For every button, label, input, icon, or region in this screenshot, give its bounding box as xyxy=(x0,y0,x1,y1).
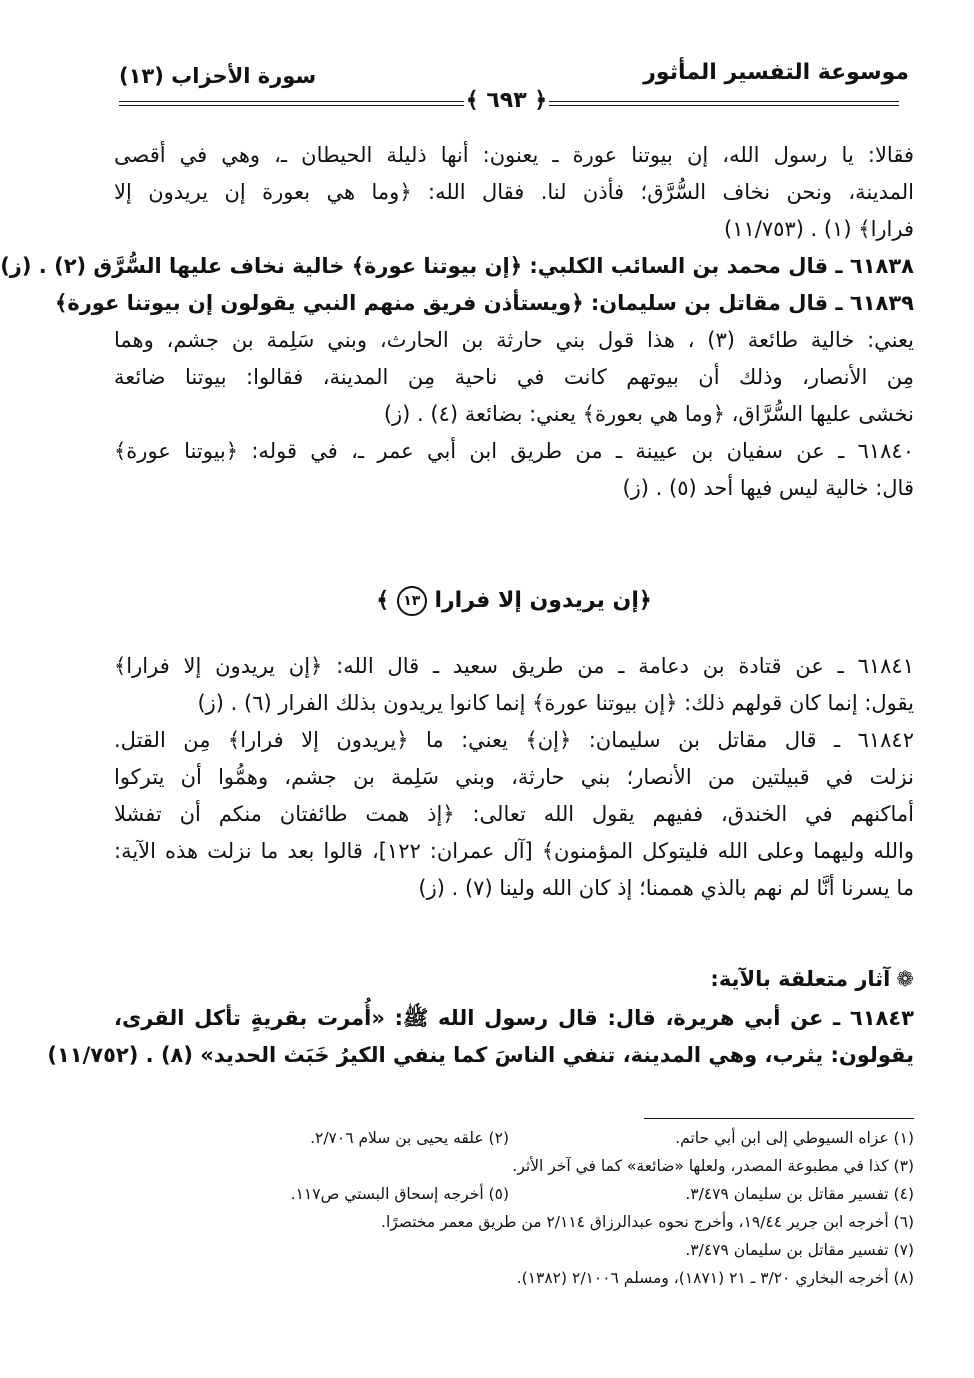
footnote: (٢) علقه يحيى بن سلام ٢/٧٠٦. xyxy=(310,1129,509,1147)
text-line: قال: خالية ليس فيها أحد (٥) . (ز) xyxy=(622,476,914,500)
footnote: (٦) أخرجه ابن جرير ١٩/٤٤، وأخرج نحوه عبدالرزاق ٢/١١٤ من طريق معمر مختصرًا. xyxy=(381,1213,914,1231)
text-line: أماكنهم في الخندق، ففيهم يقول الله تعالى: ﴿إذ همت طائفتان منكم أن تفشلا xyxy=(114,802,914,826)
footnote-rule xyxy=(644,1118,914,1119)
footnote: (١) عزاه السيوطي إلى ابن أبي حاتم. xyxy=(675,1129,914,1147)
body-top xyxy=(0,137,914,507)
footnote-row xyxy=(189,1152,914,1180)
footnote-row xyxy=(189,1208,914,1236)
text-line: يعني: خالية طائعة (٣) ، هذا قول بني حارثة بن الحارث، وبني سَلِمة بن جشم، وهما xyxy=(114,328,914,352)
header-rule xyxy=(119,105,464,106)
text-line: ٦١٨٣٨ ـ قال محمد بن السائب الكلبي: ﴿إن بيوتنا عورة﴾ خالية نخاف عليها السُّرَّق (٢) . (ز) xyxy=(0,254,914,278)
text-line: فقالا: يا رسول الله، إن بيوتنا عورة ـ يعنون: أنها ذليلة الحيطان ـ، وهي في أقصى xyxy=(114,143,914,167)
footnote: (٧) تفسير مقاتل بن سليمان ٣/٤٧٩. xyxy=(685,1241,914,1259)
header-rule xyxy=(549,105,899,106)
text-line: نخشى عليها السُّرَّاق، ﴿وما هي بعورة﴾ يعني: بضائعة (٤) . (ز) xyxy=(383,402,914,426)
text-line: المدينة، ونحن نخاف السُّرَّق؛ فأذن لنا. فقال الله: ﴿وما هي بعورة إن يريدون إلا xyxy=(114,180,914,204)
verse-heading-close: ﴾ xyxy=(376,588,390,613)
verse-heading-text: ﴿إن يريدون إلا فرارا xyxy=(434,588,652,613)
footnote-row xyxy=(189,1124,914,1152)
text-line: مِن الأنصار، وذلك أن بيوتهم كانت في ناحية مِن المدينة، فقالوا: بيوتنا ضائعة xyxy=(114,365,914,389)
header-rule xyxy=(119,101,464,102)
footnote: (٤) تفسير مقاتل بن سليمان ٣/٤٧٩. xyxy=(685,1185,914,1203)
footnote: (٨) أخرجه البخاري ٣/٢٠ ـ ٢١ (١٨٧١)، ومسلم ٢/١٠٠٦ (١٣٨٢). xyxy=(516,1269,914,1287)
text-line: والله وليهما وعلى الله فليتوكل المؤمنون﴾ [آل عمران: ١٢٢]، قالوا بعد ما نزلت هذه الآية: xyxy=(114,839,915,863)
flower-icon: ❁ xyxy=(896,967,914,991)
text-line: ٦١٨٤٠ ـ عن سفيان بن عيينة ـ من طريق ابن أبي عمر ـ، في قوله: ﴿بيوتنا عورة﴾ xyxy=(114,439,914,463)
text-line: ٦١٨٤٣ ـ عن أبي هريرة، قال: قال رسول الله ﷺ: «أُمرت بقريةٍ تأكل القرى، xyxy=(114,1006,914,1030)
verse-heading xyxy=(114,586,914,616)
section-heading xyxy=(114,958,914,1000)
text-line: ٦١٨٤١ ـ عن قتادة بن دعامة ـ من طريق سعيد ـ قال الله: ﴿إن يريدون إلا فرارا﴾ xyxy=(114,654,914,678)
text-line: نزلت في قبيلتين من الأنصار؛ بني حارثة، وبني سَلِمة بن جشم، وهمُّوا أن يتركوا xyxy=(114,765,914,789)
footnotes xyxy=(189,1124,914,1292)
text-line: ما يسرنا أنَّا لم نهم بالذي هممنا؛ إذ كان الله ولينا (٧) . (ز) xyxy=(418,876,914,900)
text-line: ٦١٨٤٢ ـ قال مقاتل بن سليمان: ﴿إن﴾ يعني: ما ﴿يريدون إلا فرارا﴾ مِن القتل. xyxy=(114,728,914,752)
footnote: (٣) كذا في مطبوعة المصدر، ولعلها «ضائعة» كما في آخر الأثر. xyxy=(512,1157,914,1175)
section-heading-text: آثار متعلقة بالآية: xyxy=(710,967,891,991)
body-bottom xyxy=(47,958,914,1074)
footnote: (٥) أخرجه إسحاق البستي ص١١٧. xyxy=(290,1185,509,1203)
footnote-row xyxy=(189,1180,914,1208)
text-line: ٦١٨٣٩ ـ قال مقاتل بن سليمان: ﴿ويستأذن فريق منهم النبي يقولون إن بيوتنا عورة﴾ xyxy=(55,291,914,315)
text-line: يقول: إنما كان قولهم ذلك: ﴿إن بيوتنا عورة﴾ إنما كانوا يريدون بذلك الفرار (٦) . (ز) xyxy=(197,691,914,715)
footnote-row xyxy=(189,1264,914,1292)
footnote-row xyxy=(189,1236,914,1264)
header-rule xyxy=(549,101,899,102)
book-title: موسوعة التفسير المأثور xyxy=(643,60,909,85)
body-mid xyxy=(114,648,914,907)
text-line: يقولون: يثرب، وهي المدينة، تنفي الناسَ كما ينفي الكيرُ خَبَث الحديد» (٨) . (١١/٧٥٢) xyxy=(47,1043,914,1067)
text-line: فرارا﴾ (١) . (١١/٧٥٣) xyxy=(724,217,914,241)
page-number: ﴿ ٦٩٣ ﴾ xyxy=(465,88,548,113)
surah-title: سورة الأحزاب (١٣) xyxy=(119,64,317,88)
verse-number-marker: ١٣ xyxy=(397,586,427,616)
